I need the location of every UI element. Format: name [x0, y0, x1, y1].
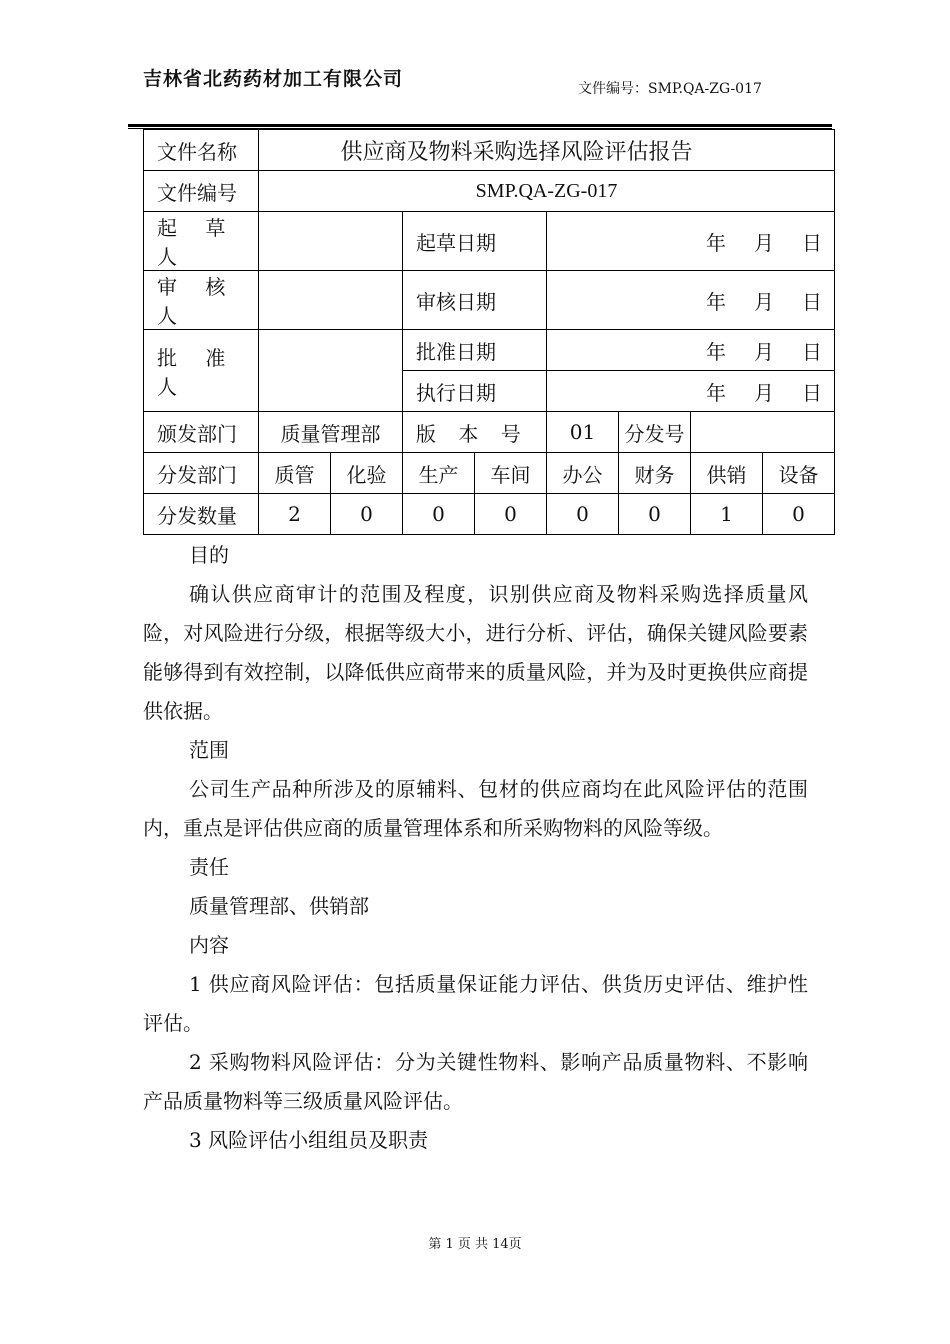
responsibility-heading: 责任 — [189, 855, 229, 879]
dist-qty-label: 分发数量 — [144, 494, 259, 535]
drafter-value — [259, 212, 403, 271]
content-item-3: 3 风险评估小组组员及职责 — [189, 1128, 429, 1152]
qty-cell: 0 — [763, 494, 835, 535]
dept-cell: 化验 — [331, 453, 403, 494]
row-dist-qty — [144, 494, 835, 535]
qty-cell: 0 — [331, 494, 403, 535]
scope-heading: 范围 — [189, 738, 229, 762]
reviewer-value — [259, 271, 403, 330]
version-value: 01 — [547, 412, 619, 453]
doc-name-value: 供应商及物料采购选择风险评估报告 — [259, 130, 835, 171]
reviewer-label: 审 核 人 — [144, 271, 259, 330]
row-doc-number — [144, 171, 835, 212]
row-approver — [144, 330, 835, 371]
approver-label: 批 准 人 — [144, 330, 259, 412]
row-doc-name — [144, 130, 835, 171]
company-name: 吉林省北药药材加工有限公司 — [143, 68, 404, 90]
row-dist-dept — [144, 453, 835, 494]
doc-number-value: SMP.QA-ZG-017 — [259, 171, 835, 212]
issue-dept-label: 颁发部门 — [144, 412, 259, 453]
responsibility-paragraph: 质量管理部、供销部 — [189, 894, 369, 918]
qty-cell: 0 — [619, 494, 691, 535]
dept-cell: 生产 — [403, 453, 475, 494]
approver-value — [259, 330, 403, 412]
draft-date-value: 年 月 日 — [547, 212, 835, 271]
content-item-1: 1 供应商风险评估：包括质量保证能力评估、供货历史评估、维护性评估。 — [143, 972, 808, 1035]
content-heading: 内容 — [189, 933, 229, 957]
draft-date-label: 起草日期 — [403, 212, 547, 271]
dist-no-label: 分发号 — [619, 412, 691, 453]
purpose-heading: 目的 — [189, 543, 229, 567]
purpose-paragraph: 确认供应商审计的范围及程度，识别供应商及物料采购选择质量风险，对风险进行分级，根据等级大小，进行分析、评估，确保关键风险要素能够得到有效控制，以降低供应商带来的质量风险，并为及时更换供应商提供依据。 — [143, 582, 808, 723]
dept-cell: 车间 — [475, 453, 547, 494]
row-reviewer — [144, 271, 835, 330]
row-drafter — [144, 212, 835, 271]
scope-paragraph: 公司生产品种所涉及的原辅料、包材的供应商均在此风险评估的范围内，重点是评估供应商的质量管理体系和所采购物料的风险等级。 — [143, 777, 808, 840]
qty-cell: 0 — [403, 494, 475, 535]
dist-no-value — [691, 412, 835, 453]
document-body — [143, 536, 808, 1160]
drafter-label: 起 草 人 — [144, 212, 259, 271]
review-date-label: 审核日期 — [403, 271, 547, 330]
content-item-2: 2 采购物料风险评估：分为关键性物料、影响产品质量物料、不影响产品质量物料等三级质量风险评估。 — [143, 1050, 808, 1113]
qty-cell: 0 — [547, 494, 619, 535]
version-label: 版 本 号 — [403, 412, 547, 453]
dept-cell: 办公 — [547, 453, 619, 494]
qty-cell: 0 — [475, 494, 547, 535]
exec-date-label: 执行日期 — [403, 371, 547, 412]
doc-number-label: 文件编号 — [144, 171, 259, 212]
header-rule-thick — [128, 124, 832, 127]
approve-date-label: 批准日期 — [403, 330, 547, 371]
qty-cell: 2 — [259, 494, 331, 535]
header-doc-number: 文件编号：SMP.QA-ZG-017 — [578, 81, 762, 97]
exec-date-value: 年 月 日 — [547, 371, 835, 412]
dept-cell: 财务 — [619, 453, 691, 494]
row-issue-dept — [144, 412, 835, 453]
review-date-value: 年 月 日 — [547, 271, 835, 330]
dept-cell: 供销 — [691, 453, 763, 494]
dept-cell: 设备 — [763, 453, 835, 494]
dist-dept-label: 分发部门 — [144, 453, 259, 494]
document-meta-table — [143, 129, 835, 535]
doc-name-label: 文件名称 — [144, 130, 259, 171]
dept-cell: 质管 — [259, 453, 331, 494]
page-footer: 第 1 页 共 14页 — [428, 1237, 522, 1252]
approve-date-value: 年 月 日 — [547, 330, 835, 371]
qty-cell: 1 — [691, 494, 763, 535]
issue-dept-value: 质量管理部 — [259, 412, 403, 453]
